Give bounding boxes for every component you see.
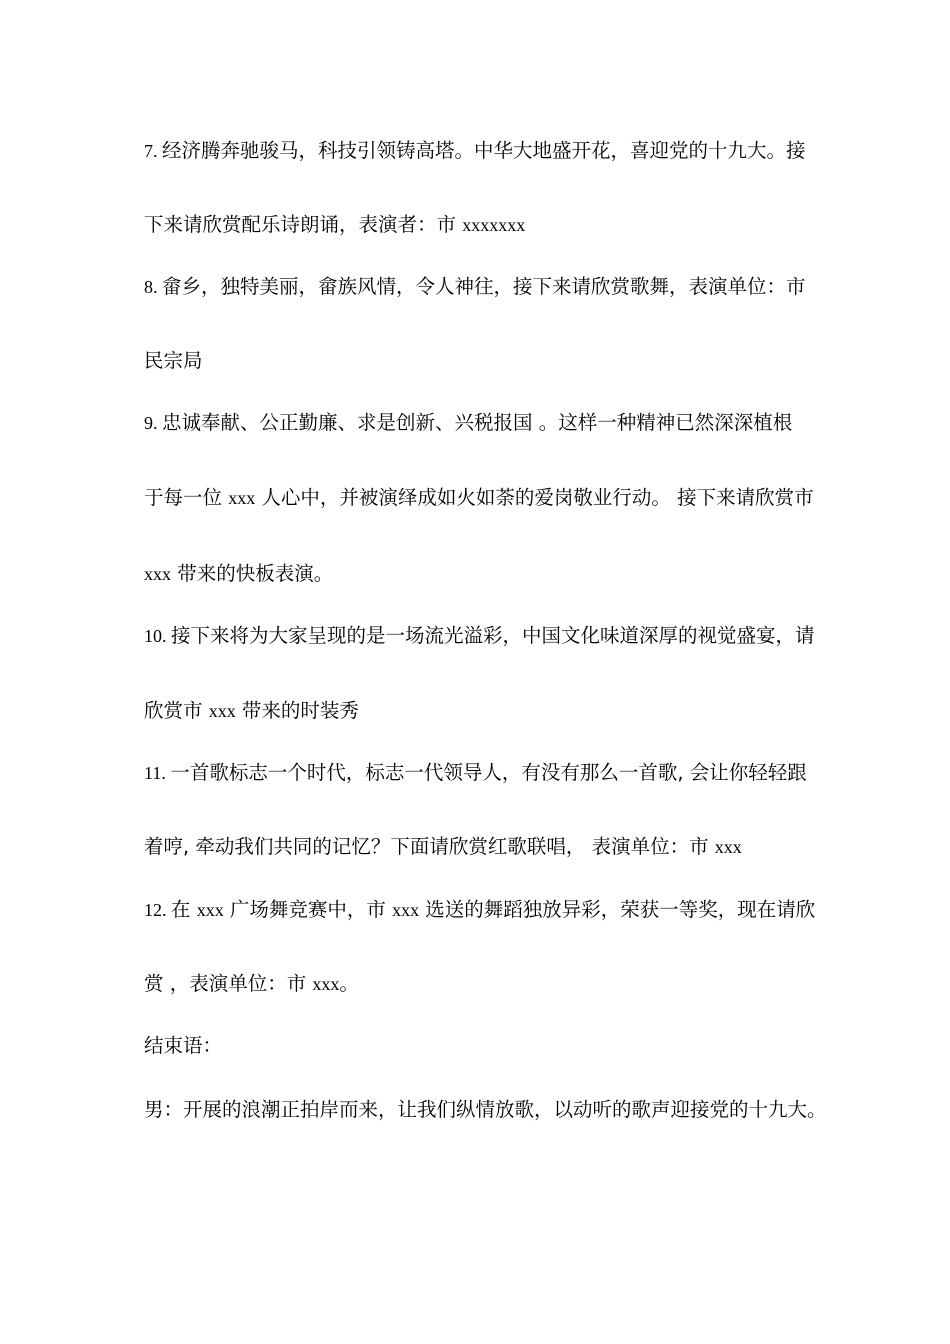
text-segment: 人心中，并被演绎成如火如荼的爱岗敬业行动。 接下来请欣赏市 <box>255 486 814 509</box>
text-segment: 欣赏市 <box>144 699 209 722</box>
text-segment: 下来请欣赏配乐诗朗诵，表演者：市 <box>144 213 463 236</box>
item-7-line-1 <box>144 138 824 164</box>
latin-segment: xxx <box>312 974 340 994</box>
item-9-line-2 <box>144 485 824 511</box>
text-segment: 于每一位 <box>144 486 229 509</box>
latin-segment: xxx <box>714 837 742 857</box>
text-segment: 广场舞竞赛中，市 <box>223 898 393 921</box>
item-12-line-1 <box>144 897 824 923</box>
latin-segment: 8. <box>144 277 162 297</box>
item-12-line-2 <box>144 971 824 997</box>
text-segment: 着哼, 牵动我们共同的记忆？下面请欣赏红歌联唱， 表演单位：市 <box>144 835 715 858</box>
item-7-line-2 <box>144 212 824 238</box>
latin-segment: 10. <box>144 626 171 646</box>
item-11-line-2 <box>144 834 824 860</box>
latin-segment: xxx <box>208 701 236 721</box>
latin-segment: 11. <box>144 763 171 783</box>
text-segment: 结束语： <box>144 1034 223 1057</box>
text-segment: 带来的时装秀 <box>235 699 359 722</box>
text-segment: 忠诚奉献、公正勤廉、求是创新、兴税报国 。这样一种精神已然深深植根 <box>162 411 793 434</box>
item-9-line-1 <box>144 410 824 436</box>
text-segment: 。 <box>339 972 359 995</box>
text-segment: 一首歌标志一个时代，标志一代领导人，有没有那么一首歌, 会让你轻轻跟 <box>170 761 807 784</box>
item-10-line-1 <box>144 623 824 649</box>
text-segment: 民宗局 <box>144 349 203 372</box>
text-segment: 选送的舞蹈独放异彩，荣获一等奖，现在请欣 <box>419 898 816 921</box>
item-11-line-1 <box>144 760 824 786</box>
latin-segment: xxx <box>228 488 256 508</box>
latin-segment: xxx <box>144 564 171 584</box>
latin-segment: xxx <box>196 900 224 920</box>
text-segment: 带来的快板表演。 <box>171 562 334 585</box>
item-8-line-2 <box>144 348 824 374</box>
text-segment: 接下来将为大家呈现的是一场流光溢彩，中国文化味道深厚的视觉盛宴，请 <box>171 624 815 647</box>
latin-segment: xxxxxxx <box>462 215 526 235</box>
latin-segment: 12. <box>144 900 171 920</box>
text-segment: 赏 ，表演单位：市 <box>144 972 313 995</box>
text-segment: 畲乡，独特美丽，畲族风情，令人神往，接下来请欣赏歌舞，表演单位：市 <box>162 275 806 298</box>
closing-male-speech <box>144 1097 827 1123</box>
closing-heading <box>144 1033 824 1059</box>
latin-segment: xxx <box>392 900 420 920</box>
text-segment: 经济腾奔驰骏马，科技引领铸高塔。中华大地盛开花，喜迎党的十九大。接 <box>162 139 806 162</box>
text-segment: 在 <box>171 898 197 921</box>
item-10-line-2 <box>144 698 824 724</box>
text-segment: 男：开展的浪潮正拍岸而来，让我们纵情放歌，以动听的歌声迎接党的十九大。 <box>144 1098 827 1121</box>
item-8-line-1 <box>144 274 824 300</box>
item-9-line-3 <box>144 561 824 587</box>
latin-segment: 7. <box>144 141 162 161</box>
latin-segment: 9. <box>144 413 162 433</box>
